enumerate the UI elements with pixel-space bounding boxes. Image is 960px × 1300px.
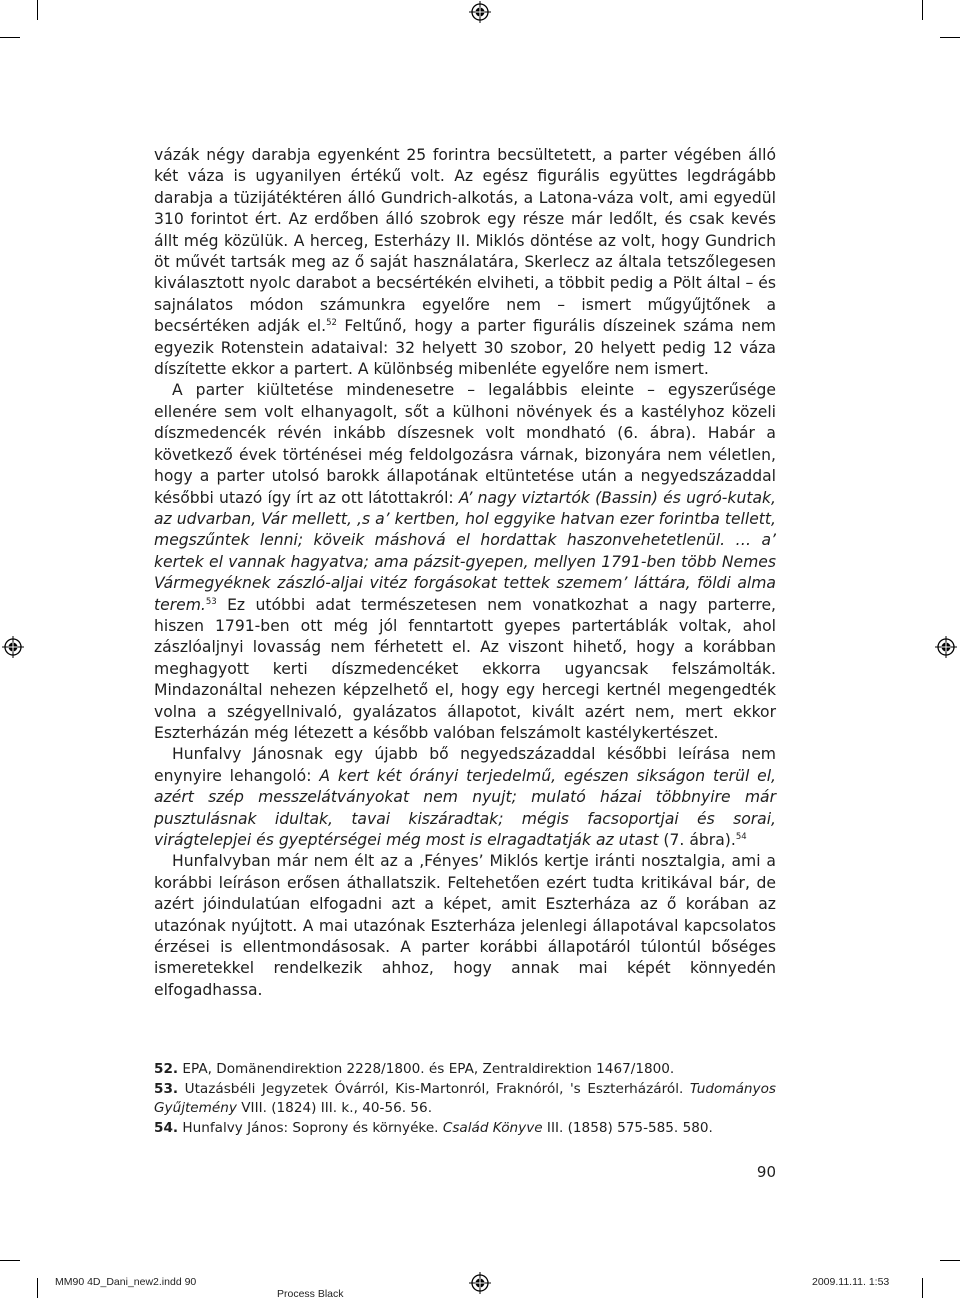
paragraph-3-text: Hunfalvy Jánosnak egy újabb bő negyedszázaddal későbbi leírása nem enynyire lehangoló: xyxy=(154,745,776,785)
paragraph-1-text: vázák négy darabja egyenként 25 forintra becsültetett, a parter végében álló két váza is ugyanilyen értékű volt. Az egész figurális együttes legdrágább darabja a tüzijátéktéren álló Gundrich-alkotás, a Latona-váza volt, ami egyedül 310 forintot ért. Az erdőben álló szobrok egy része már ledőlt, és csak kevés állt még közülük. A herceg, Esterházy II. Miklós döntése az volt, hogy Gundrich öt művét tartsák meg az ő saját használatára, Skerlecz az általa tetszőlegesen kiválasztott nyolc darabot a becsértékén elviheti, a többit pedig a Pölt által – és sajnálatos módon számunkra egyelőre nem – ismert műgyűjtőnek a becsértéken adják el. xyxy=(154,146,776,336)
crop-mark-top-right xyxy=(922,0,923,20)
crop-mark-bottom-left xyxy=(37,1278,38,1298)
paragraph-2-text: A parter kiültetése mindenesetre – legalábbis eleinte – egyszerűsége ellenére sem volt elhanyagolt, sőt a külhoni növények és a kastélyhoz közeli díszmedencék révén inkább díszesnek volt mondható (6. ábra). Habár a következő évek történései még feldolgozásra várnak, bizonyára nem véletlen, hogy a parter utolsó barokk állapotának eltüntetése után a negyedszázaddal későbbi utazó így írt az ott látottakról: xyxy=(154,381,776,507)
slug-date: 2009.11.11. 1:53 xyxy=(812,1276,890,1288)
registration-mark-right-icon xyxy=(935,636,957,658)
footnote-text: Hunfalvy János: Soprony és környéke. xyxy=(178,1119,443,1136)
crop-mark-top-left xyxy=(37,0,38,20)
paragraph-4: Hunfalvyban már nem élt az a ‚Fényes’ Miklós kertje iránti nosztalgia, ami a korábbi leíráson erősen áthallatszik. Feltehetően ezért tudta kritikával bár, de azért jóindulatúan elfogadni azt a képet, amit Eszterháza az ő korában az utazónak nyújtott. A mai utazónak Eszterháza jelenlegi állapotával kapcsolatos érzései is ellentmondásosak. A parter korábbi állapotáról túlontúl bőséges ismeretekkel rendelkezik ahhoz, hogy annak mai képét könnyedén elfogadhassa. xyxy=(154,852,776,999)
body-text xyxy=(154,145,776,1001)
footnote-text: EPA, Domänendirektion 2228/1800. és EPA, Zentraldirektion 1467/1800. xyxy=(178,1061,675,1077)
paragraph-3-text-cont: (7. ábra). xyxy=(658,831,736,849)
paragraph-3 xyxy=(154,744,776,851)
slug-file: MM90 4D_Dani_new2.indd 90 xyxy=(55,1276,197,1288)
registration-mark-left-icon xyxy=(2,636,24,658)
registration-mark-top-icon xyxy=(469,1,491,23)
footnote-53 xyxy=(154,1080,776,1119)
page-number: 90 xyxy=(756,1163,776,1181)
footnote-text: Utazásbéli Jegyzetek Óvárról, Kis-Martonról, Fraknóról, 's Eszterházáról. xyxy=(178,1080,690,1097)
crop-mark-bottom-right-h xyxy=(940,1260,960,1261)
paragraph-3-quote: A kert két órányi terjedelmű, egészen sikságon terül el, azért szép messzelátványokat nem nyujt; mulató házai többnyire már pusztulásnak idultak, tavai kiszáradtak; mégis facsoportjai és sorai, virágtelepjei és gyeptérségei még most is elragadtatják az utast xyxy=(154,766,777,849)
slug-color: Process Black xyxy=(277,1288,344,1300)
footnote-number: 52. xyxy=(154,1061,179,1077)
paragraph-2-text-cont: Ez utóbbi adat természetesen nem vonatkozhat a nagy parterre, hiszen 1791-ben ott még jól fenntartott gyepes partertáblák voltak, ahol zászlóaljnyi lovasság nem férhetett el. Az viszont hihető, hogy a korábban meghagyott kerti díszmedencéket ekkorra ugyancsak felszámolták. Mindazonáltal nehezen képzelhető el, hogy egy hercegi kertnél megengedték volna a szégyellnivaló, gyalázatos állapotot, kivált azért nem, mert ekkor Eszterházán még létezett a később valóban felszámolt kastélykertészet. xyxy=(154,595,776,742)
crop-mark-bottom-left-h xyxy=(0,1260,20,1261)
crop-mark-bottom-right xyxy=(922,1278,923,1298)
footnote-title: Család Könyve xyxy=(442,1119,543,1136)
footnote-number: 53. xyxy=(154,1080,179,1097)
paragraph-1 xyxy=(154,145,776,380)
footnote-text-cont: VIII. (1824) III. k., 40-56. 56. xyxy=(236,1100,433,1117)
paragraph-2-quote: A’ nagy viztartók (Bassin) és ugró-kutak, az udvarban, Vár mellett, ,s a’ kertben, hol eggyike hatvan ezer forintba tellett, megszűntek lenni; köveik máshová el hordattak haszonvehetetlenül. … a’ kertek el vannak hagyatva; ama pázsit-gyepen, mellyen 1791-ben több Nemes Vármegyéknek zászló-aljai vitéz forgásokat tettek szemem’ láttára, földi alma terem. xyxy=(154,488,777,614)
footnote-54 xyxy=(154,1119,776,1139)
paragraph-2 xyxy=(154,380,776,744)
footnotes xyxy=(154,1060,776,1138)
footnote-title: Tudományos Gyűjtemény xyxy=(154,1080,776,1117)
registration-mark-bottom-icon xyxy=(469,1272,491,1294)
paragraph-1-text-cont: Feltűnő, hogy a parter figurális díszeinek száma nem egyezik Rotenstein adataival: 32 helyett 30 szobor, 20 helyett pedig 12 váza díszítette ekkor a partert. A különbség mibenléte egyelőre nem ismert. xyxy=(154,317,777,379)
footnote-ref-54: 54 xyxy=(735,832,747,842)
footnote-52 xyxy=(154,1060,776,1080)
crop-mark-top-left-h xyxy=(0,37,20,38)
crop-mark-top-right-h xyxy=(940,37,960,38)
footnote-ref-52: 52 xyxy=(326,318,337,329)
footnote-number: 54. xyxy=(154,1119,179,1136)
footnote-text-cont: III. (1858) 575-585. 580. xyxy=(542,1119,713,1136)
footnote-ref-53: 53 xyxy=(205,596,217,607)
